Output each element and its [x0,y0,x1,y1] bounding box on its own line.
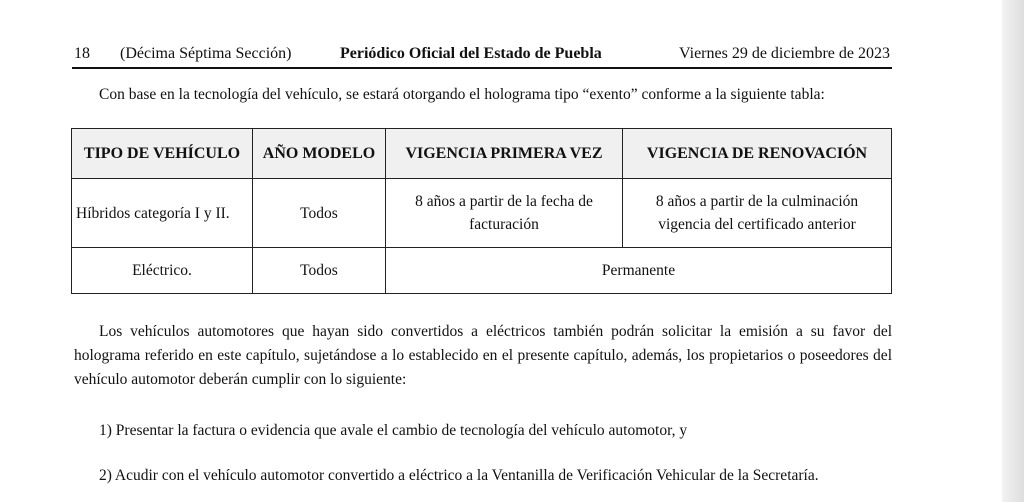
cell-primera [386,179,623,248]
header-renovacion: VIGENCIA DE RENOVACIÓN [623,129,892,179]
table-row [72,248,892,294]
cell-tipo: Híbridos categoría I y II. [72,179,253,248]
page-header [74,44,890,66]
page-number: 18 [74,45,90,62]
section-label: (Décima Séptima Sección) [120,45,292,62]
table-row [72,179,892,248]
cell-tipo: Eléctrico. [72,248,253,294]
hologram-table [71,128,892,294]
cell-renovacion-line2: vigencia del certificado anterior [658,216,856,233]
body-paragraph: Los vehículos automotores que hayan sido convertidos a eléctricos también podrán solicitar la emisión a su favor del holograma referido en este capítulo, sujetándose a lo establecido en el presente capítulo, además, los propietarios o poseedores del vehículo automotor deberán cumplir con lo siguiente: [74,323,892,388]
cell-renovacion-line1: 8 años a partir de la culminación [655,193,859,210]
cell-primera-line2: facturación [469,216,539,233]
header-divider [72,67,892,69]
cell-vigencia: Permanente [386,248,892,294]
page-edge-shadow [1002,0,1024,502]
header-tipo: TIPO DE VEHÍCULO [72,129,253,179]
header-anio: AÑO MODELO [253,129,386,179]
list-item: 2) Acudir con el vehículo automotor convertido a eléctrico a la Ventanilla de Verificación Vehicular de la Secretaría. [99,467,819,484]
intro-text: Con base en la tecnología del vehículo, se estará otorgando el holograma tipo “exento” conforme a la siguiente tabla: [99,86,825,103]
list-item: 1) Presentar la factura o evidencia que avale el cambio de tecnología del vehículo automotor, y [99,422,688,439]
cell-primera-line1: 8 años a partir de la fecha de [415,193,593,210]
header-primera: VIGENCIA PRIMERA VEZ [386,129,623,179]
publication-title: Periódico Oficial del Estado de Puebla [340,45,602,62]
cell-anio: Todos [253,248,386,294]
cell-renovacion [623,179,892,248]
publication-date: Viernes 29 de diciembre de 2023 [679,45,890,62]
table-header-row [72,129,892,179]
cell-anio: Todos [253,179,386,248]
